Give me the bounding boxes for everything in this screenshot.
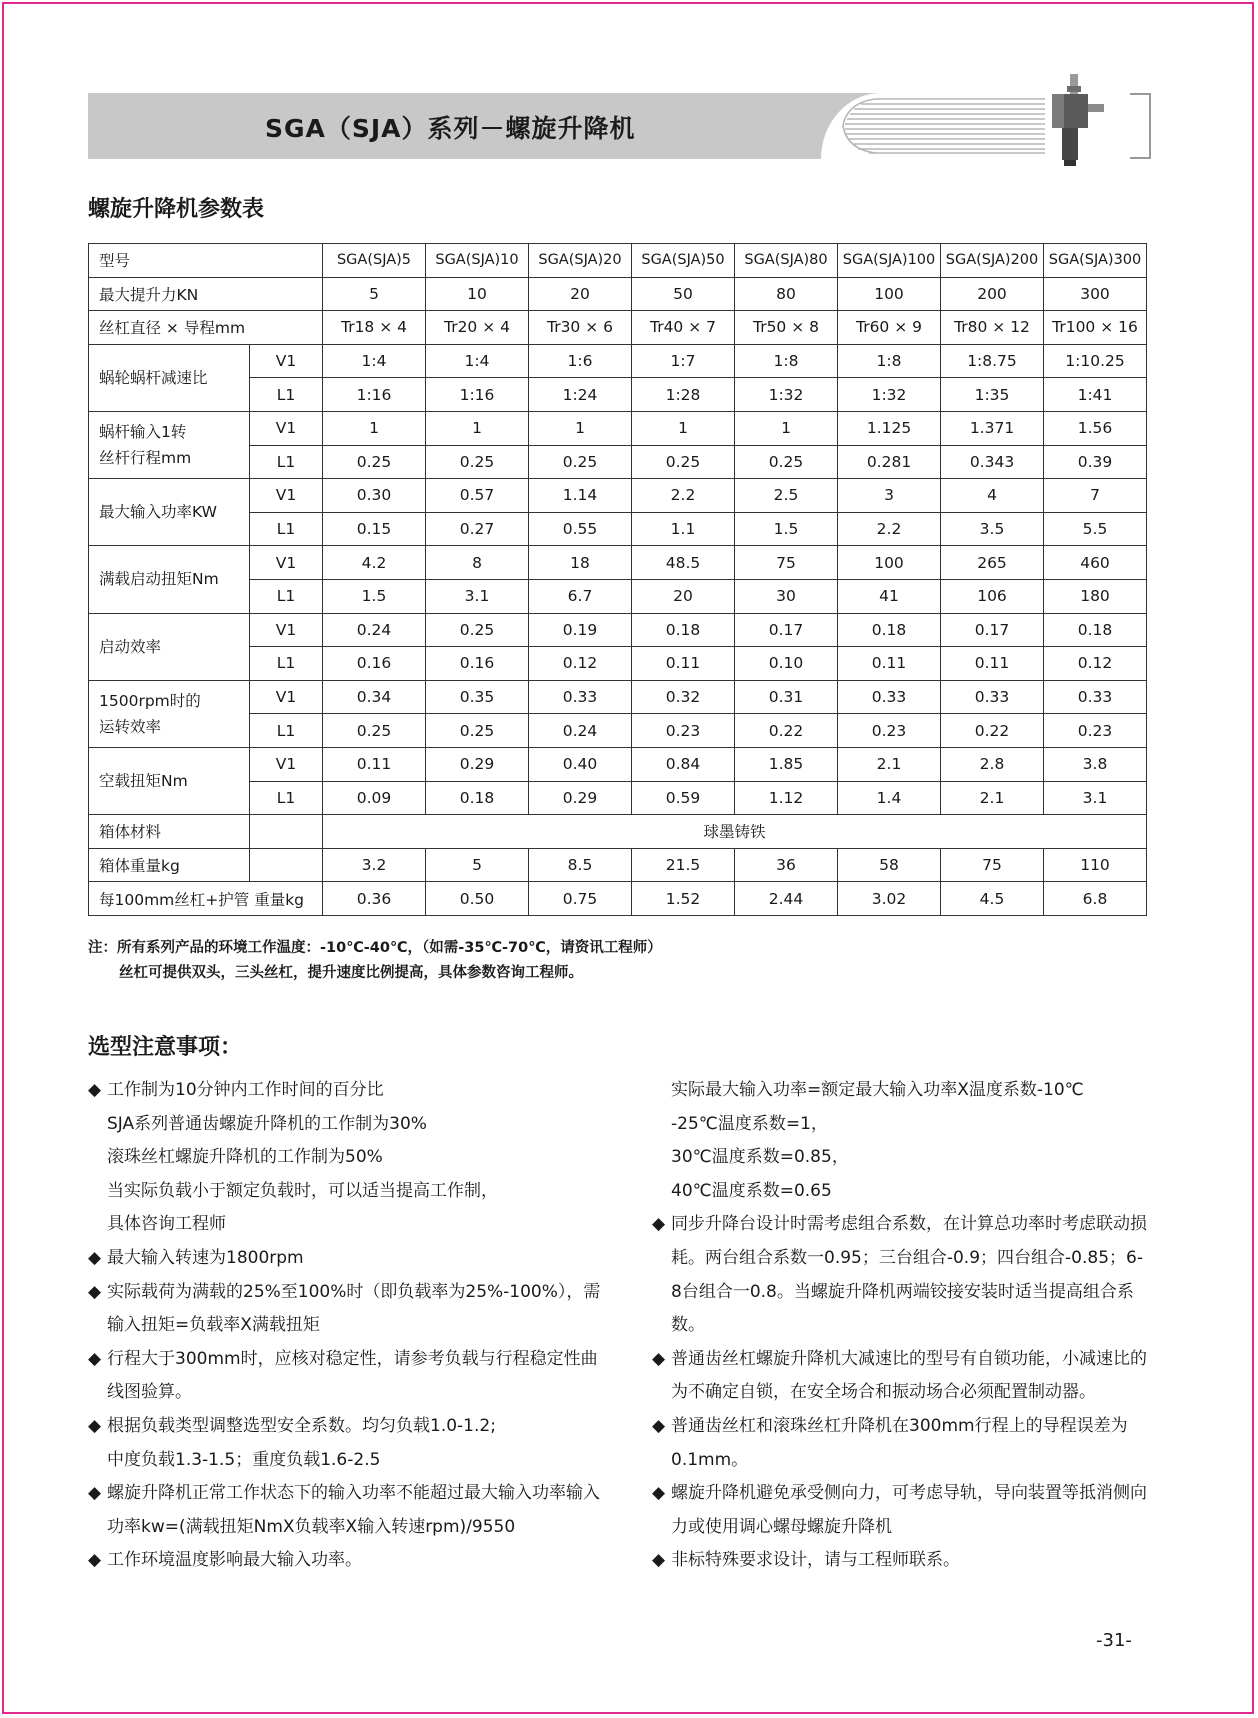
table-cell: 1: [323, 411, 426, 445]
row-label: 满载启动扭矩Nm: [89, 546, 250, 613]
table-cell: 2.2: [838, 512, 941, 546]
table-cell: 0.25: [632, 445, 735, 479]
table-cell: 5: [323, 277, 426, 311]
table-row: [89, 344, 1147, 378]
table-cell: 6.7: [529, 579, 632, 613]
table-cell: 0.19: [529, 613, 632, 647]
bullet-item: [88, 1544, 608, 1578]
table-cell: 100: [838, 546, 941, 580]
bullet-item: [88, 1410, 608, 1444]
table-cell: 0.35: [426, 680, 529, 714]
table-cell: Tr50 × 8: [735, 311, 838, 345]
table-cell: 0.343: [941, 445, 1044, 479]
table-cell: 265: [941, 546, 1044, 580]
table-cell: 3.1: [426, 579, 529, 613]
sub-label-v1: V1: [250, 680, 323, 714]
table-cell: 0.22: [941, 714, 1044, 748]
diamond-bullet-icon: ◆: [652, 1415, 666, 1436]
table-cell: 75: [735, 546, 838, 580]
table-cell: 0.24: [323, 613, 426, 647]
table-cell: 1.14: [529, 479, 632, 513]
page-header-title: SGA（SJA）系列－螺旋升降机: [265, 114, 636, 143]
table-cell: 0.24: [529, 714, 632, 748]
table-cell: 0.16: [323, 647, 426, 681]
row-label: 箱体重量kg: [89, 848, 250, 882]
table-cell: 2.1: [838, 747, 941, 781]
table-row: [89, 479, 1147, 513]
table-cell: Tr60 × 9: [838, 311, 941, 345]
table-cell: 180: [1044, 579, 1147, 613]
table-cell: 0.18: [426, 781, 529, 815]
table-cell: 0.11: [323, 747, 426, 781]
table-cell: 0.23: [1044, 714, 1147, 748]
table-cell: 0.11: [941, 647, 1044, 681]
table-cell: 0.12: [1044, 647, 1147, 681]
row-label: 1500rpm时的 运转效率: [89, 680, 250, 747]
bullet-text: 行程大于300mm时，应核对稳定性，请参考负载与行程稳定性曲线图验算。: [107, 1348, 598, 1403]
table-cell: 50: [632, 277, 735, 311]
table-cell: 30: [735, 579, 838, 613]
table-cell: 1:10.25: [1044, 344, 1147, 378]
bullet-text: 普通齿丝杠和滚珠丝杠升降机在300mm行程上的导程误差为0.1mm。: [671, 1415, 1128, 1470]
table-cell: 0.25: [426, 714, 529, 748]
continuation-line: 具体咨询工程师: [107, 1214, 226, 1235]
table-cell: 58: [838, 848, 941, 882]
bullet-text: 最大输入转速为1800rpm: [107, 1247, 304, 1268]
table-cell: 0.17: [735, 613, 838, 647]
table-cell: 200: [941, 277, 1044, 311]
row-label: 启动效率: [89, 613, 250, 680]
model-header: SGA(SJA)50: [632, 244, 735, 278]
table-cell: 0.12: [529, 647, 632, 681]
table-cell: 8.5: [529, 848, 632, 882]
table-cell: Tr20 × 4: [426, 311, 529, 345]
bullet-item: [652, 1208, 1152, 1342]
table-cell: 3.2: [323, 848, 426, 882]
table-cell: 1.5: [323, 579, 426, 613]
table-cell: 110: [1044, 848, 1147, 882]
table-cell: 106: [941, 579, 1044, 613]
table-cell: 5.5: [1044, 512, 1147, 546]
table-cell: 8: [426, 546, 529, 580]
table-cell: 1: [529, 411, 632, 445]
note-line: 注：所有系列产品的环境工作温度：-10℃-40℃，（如需-35℃-70℃，请资讯工程师）: [88, 940, 662, 956]
table-cell: 0.57: [426, 479, 529, 513]
bullet-item: [652, 1343, 1152, 1410]
table-cell: 1.56: [1044, 411, 1147, 445]
model-header: SGA(SJA)300: [1044, 244, 1147, 278]
table-cell: 1.4: [838, 781, 941, 815]
sub-label-v1: V1: [250, 344, 323, 378]
sub-label-l1: L1: [250, 378, 323, 412]
page-number: -31-: [1096, 1630, 1132, 1651]
row-label: 丝杠直径 × 导程mm: [89, 311, 323, 345]
sub-label-v1: V1: [250, 479, 323, 513]
table-cell: 0.25: [323, 714, 426, 748]
sub-label-l1: L1: [250, 647, 323, 681]
table-cell: Tr18 × 4: [323, 311, 426, 345]
table-cell: 2.1: [941, 781, 1044, 815]
table-cell: 1.85: [735, 747, 838, 781]
table-notes: [88, 936, 662, 986]
model-header: SGA(SJA)200: [941, 244, 1044, 278]
table-cell: 0.25: [426, 613, 529, 647]
table-cell: Tr30 × 6: [529, 311, 632, 345]
sub-label-v1: V1: [250, 613, 323, 647]
material-value: 球墨铸铁: [323, 815, 1147, 849]
table-cell: 36: [735, 848, 838, 882]
table-row: [89, 411, 1147, 445]
continuation-line: 中度负载1.3-1.5；重度负载1.6-2.5: [107, 1449, 381, 1470]
table-cell: 3.02: [838, 882, 941, 916]
table-cell: 1: [735, 411, 838, 445]
model-header: SGA(SJA)80: [735, 244, 838, 278]
table-cell: 1:4: [323, 344, 426, 378]
bullet-item: [88, 1242, 608, 1276]
continuation-line: SJA系列普通齿螺旋升降机的工作制为30%: [107, 1113, 427, 1134]
table-cell: 1: [632, 411, 735, 445]
table-cell: 3.8: [1044, 747, 1147, 781]
table-cell: 2.2: [632, 479, 735, 513]
table-cell: 0.27: [426, 512, 529, 546]
table-cell: 0.18: [838, 613, 941, 647]
table-cell: 0.39: [1044, 445, 1147, 479]
empty-cell: [250, 848, 323, 882]
table-cell: 0.29: [529, 781, 632, 815]
table-cell: 0.33: [838, 680, 941, 714]
model-header: SGA(SJA)5: [323, 244, 426, 278]
continuation-line: 40℃温度系数=0.65: [671, 1180, 832, 1201]
table-row: [89, 613, 1147, 647]
table-header-row: [89, 244, 1147, 278]
diamond-bullet-icon: ◆: [88, 1281, 102, 1302]
table-cell: 0.22: [735, 714, 838, 748]
row-label: 最大提升力KN: [89, 277, 323, 311]
continuation-line: -25℃温度系数=1，: [671, 1113, 828, 1134]
table-cell: 1.52: [632, 882, 735, 916]
table-row: [89, 747, 1147, 781]
table-cell: 3.1: [1044, 781, 1147, 815]
table-cell: 1.5: [735, 512, 838, 546]
table-cell: 1:8.75: [941, 344, 1044, 378]
table-cell: 2.44: [735, 882, 838, 916]
table-cell: 5: [426, 848, 529, 882]
selection-notes-left-column: [88, 1074, 608, 1578]
diamond-bullet-icon: ◆: [88, 1247, 102, 1268]
table-cell: 0.18: [632, 613, 735, 647]
sub-label-l1: L1: [250, 579, 323, 613]
model-header: SGA(SJA)10: [426, 244, 529, 278]
table-cell: 4: [941, 479, 1044, 513]
bullet-item: [88, 1276, 608, 1343]
table-cell: 1.1: [632, 512, 735, 546]
spec-table: [88, 243, 1147, 916]
table-cell: 0.50: [426, 882, 529, 916]
table-cell: 18: [529, 546, 632, 580]
table-cell: 0.55: [529, 512, 632, 546]
table-cell: 0.25: [323, 445, 426, 479]
row-label: 蜗杆输入1转 丝杆行程mm: [89, 411, 250, 478]
table-cell: 0.281: [838, 445, 941, 479]
table-cell: 0.11: [838, 647, 941, 681]
bullet-item: [652, 1544, 1152, 1578]
table-cell: Tr40 × 7: [632, 311, 735, 345]
diamond-bullet-icon: ◆: [652, 1550, 666, 1571]
continuation-line: 30℃温度系数=0.85，: [671, 1147, 849, 1168]
table-cell: 0.23: [838, 714, 941, 748]
continuation-line: 当实际负载小于额定负载时，可以适当提高工作制，: [107, 1180, 498, 1201]
sub-label-v1: V1: [250, 411, 323, 445]
diamond-bullet-icon: ◆: [652, 1483, 666, 1504]
table-cell: 0.75: [529, 882, 632, 916]
table-cell: 1:32: [838, 378, 941, 412]
table-cell: 20: [529, 277, 632, 311]
table-row: [89, 311, 1147, 345]
bullet-text: 普通齿丝杠螺旋升降机大减速比的型号有自锁功能，小减速比的为不确定自锁，在安全场合和振动场合必须配置制动器。: [671, 1348, 1147, 1403]
table-cell: 1:41: [1044, 378, 1147, 412]
table-cell: 1:35: [941, 378, 1044, 412]
header-stripes-decoration: [835, 95, 1045, 157]
table-cell: 1:24: [529, 378, 632, 412]
continuation-line: 实际最大输入功率=额定最大输入功率X温度系数-10℃: [671, 1080, 1084, 1100]
table-cell: 0.34: [323, 680, 426, 714]
table-cell: 0.29: [426, 747, 529, 781]
diamond-bullet-icon: ◆: [652, 1348, 666, 1369]
bullet-text: 根据负载类型调整选型安全系数。均匀负载1.0-1.2;: [107, 1415, 496, 1436]
row-label: 空载扭矩Nm: [89, 747, 250, 814]
table-cell: 48.5: [632, 546, 735, 580]
table-cell: 41: [838, 579, 941, 613]
table-cell: 0.25: [426, 445, 529, 479]
table-cell: 75: [941, 848, 1044, 882]
table-cell: 1:6: [529, 344, 632, 378]
bullet-item: [652, 1477, 1152, 1544]
bullet-item: [88, 1074, 608, 1108]
table-cell: 0.25: [735, 445, 838, 479]
table-row: [89, 277, 1147, 311]
table-cell: 20: [632, 579, 735, 613]
table-cell: 0.84: [632, 747, 735, 781]
table-cell: 1:16: [426, 378, 529, 412]
note-line: 丝杠可提供双头，三头丝杠，提升速度比例提高，具体参数咨询工程师。: [119, 965, 583, 981]
material-row: [89, 815, 1147, 849]
table-cell: 6.8: [1044, 882, 1147, 916]
diamond-bullet-icon: ◆: [88, 1483, 102, 1504]
table-title: 螺旋升降机参数表: [88, 197, 265, 222]
table-cell: 460: [1044, 546, 1147, 580]
bullet-text: 工作制为10分钟内工作时间的百分比: [107, 1080, 384, 1100]
diamond-bullet-icon: ◆: [88, 1550, 102, 1571]
selection-notes-right-column: [652, 1074, 1152, 1578]
table-cell: 0.15: [323, 512, 426, 546]
table-cell: 1:32: [735, 378, 838, 412]
table-cell: 0.16: [426, 647, 529, 681]
diamond-bullet-icon: ◆: [652, 1214, 666, 1235]
table-cell: 0.30: [323, 479, 426, 513]
table-cell: 300: [1044, 277, 1147, 311]
table-cell: Tr80 × 12: [941, 311, 1044, 345]
table-cell: 1: [426, 411, 529, 445]
table-cell: 0.31: [735, 680, 838, 714]
table-cell: 0.33: [1044, 680, 1147, 714]
table-cell: 2.8: [941, 747, 1044, 781]
table-cell: 1:7: [632, 344, 735, 378]
table-cell: 0.32: [632, 680, 735, 714]
table-cell: 1:4: [426, 344, 529, 378]
table-cell: 4.5: [941, 882, 1044, 916]
table-cell: 0.17: [941, 613, 1044, 647]
table-cell: 0.33: [529, 680, 632, 714]
table-cell: 3: [838, 479, 941, 513]
bullet-item: [88, 1477, 608, 1544]
table-row: [89, 882, 1147, 916]
table-cell: 10: [426, 277, 529, 311]
header-frame-line: [1130, 93, 1151, 159]
table-row: [89, 848, 1147, 882]
table-cell: 21.5: [632, 848, 735, 882]
sub-label-l1: L1: [250, 714, 323, 748]
bullet-text: 非标特殊要求设计，请与工程师联系。: [671, 1550, 960, 1571]
row-label: 每100mm丝杠+护管 重量kg: [89, 882, 323, 916]
sub-label-l1: L1: [250, 445, 323, 479]
screw-jack-product-icon: [1040, 72, 1110, 172]
table-cell: 0.59: [632, 781, 735, 815]
table-cell: 0.11: [632, 647, 735, 681]
row-label: 最大输入功率KW: [89, 479, 250, 546]
table-cell: 0.33: [941, 680, 1044, 714]
bullet-text: 同步升降台设计时需考虑组合系数，在计算总功率时考虑联动损耗。两台组合系数一0.95；三台组合-0.9；四台组合-0.85；6-8台组合一0.8。当螺旋升降机两端铰接安装时适当提高组合系数。: [671, 1214, 1147, 1336]
sub-label-l1: L1: [250, 781, 323, 815]
table-cell: 0.36: [323, 882, 426, 916]
bullet-text: 螺旋升降机正常工作状态下的输入功率不能超过最大输入功率输入功率kw=(满载扭矩NmX负载率X输入转速rpm)/9550: [107, 1483, 600, 1537]
bullet-item: [652, 1410, 1152, 1477]
table-cell: 7: [1044, 479, 1147, 513]
row-label: 型号: [89, 244, 323, 278]
table-cell: 2.5: [735, 479, 838, 513]
diamond-bullet-icon: ◆: [88, 1080, 102, 1100]
selection-title: 选型注意事项：: [88, 1035, 243, 1060]
table-cell: 1:8: [735, 344, 838, 378]
bullet-text: 实际载荷为满载的25%至100%时（即负载率为25%-100%），需输入扭矩=负载率X满载扭矩: [107, 1281, 601, 1336]
row-label: 蜗轮蜗杆减速比: [89, 344, 250, 411]
diamond-bullet-icon: ◆: [88, 1348, 102, 1369]
sub-label-v1: V1: [250, 747, 323, 781]
table-cell: 4.2: [323, 546, 426, 580]
table-cell: 1:16: [323, 378, 426, 412]
diamond-bullet-icon: ◆: [88, 1415, 102, 1436]
table-row: [89, 546, 1147, 580]
table-cell: 0.40: [529, 747, 632, 781]
empty-cell: [250, 815, 323, 849]
table-cell: 1.371: [941, 411, 1044, 445]
table-cell: 1.125: [838, 411, 941, 445]
table-cell: 3.5: [941, 512, 1044, 546]
table-cell: 0.25: [529, 445, 632, 479]
table-cell: 0.18: [1044, 613, 1147, 647]
table-cell: 1.12: [735, 781, 838, 815]
sub-label-v1: V1: [250, 546, 323, 580]
sub-label-l1: L1: [250, 512, 323, 546]
table-row: [89, 680, 1147, 714]
row-label: 箱体材料: [89, 815, 250, 849]
model-header: SGA(SJA)100: [838, 244, 941, 278]
table-cell: 1:28: [632, 378, 735, 412]
model-header: SGA(SJA)20: [529, 244, 632, 278]
table-cell: 80: [735, 277, 838, 311]
table-cell: Tr100 × 16: [1044, 311, 1147, 345]
bullet-text: 螺旋升降机避免承受侧向力，可考虑导轨，导向装置等抵消侧向力或使用调心螺母螺旋升降机: [671, 1483, 1147, 1537]
table-cell: 0.10: [735, 647, 838, 681]
continuation-line: 滚珠丝杠螺旋升降机的工作制为50%: [107, 1147, 383, 1168]
bullet-item: [88, 1343, 608, 1410]
table-cell: 0.09: [323, 781, 426, 815]
table-cell: 100: [838, 277, 941, 311]
table-cell: 1:8: [838, 344, 941, 378]
table-cell: 0.23: [632, 714, 735, 748]
bullet-text: 工作环境温度影响最大输入功率。: [107, 1550, 362, 1571]
